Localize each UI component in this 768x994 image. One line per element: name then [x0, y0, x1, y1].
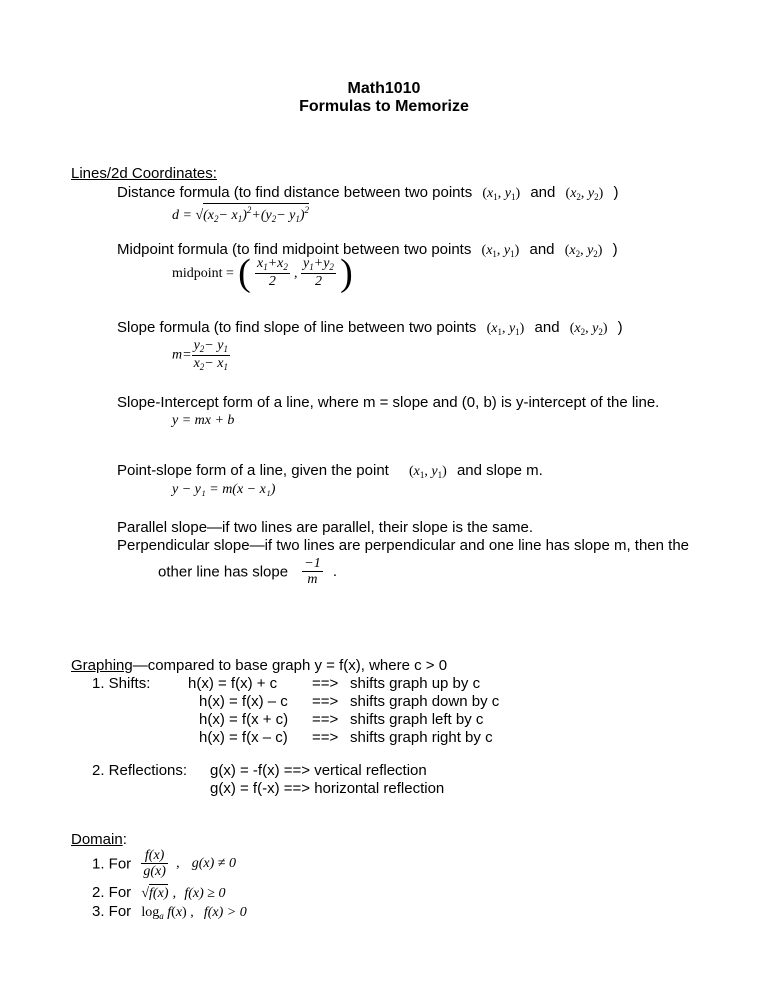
shift-arrow: ==>: [312, 675, 339, 692]
domain-heading: Domain:: [71, 831, 127, 848]
shift-arrow: ==>: [312, 711, 339, 728]
distance-formula: $d = √(x_2- x_1)^2+(y_2- y_1)^2$: [172, 205, 310, 224]
shift-eq: h(x) = f(x) + c: [188, 675, 278, 692]
shift-desc: shifts graph right by c: [350, 729, 493, 746]
shift-arrow: ==>: [312, 729, 339, 746]
shift-eq: h(x) = f(x + c): [199, 711, 289, 728]
midpoint-formula: midpoint = ( $\frac{x_1+x_2}{2}$ , $\frac{y_1+y_2}{2}$ ): [172, 252, 353, 294]
shift-arrow: ==>: [312, 693, 339, 710]
shift-desc: shifts graph down by c: [350, 693, 500, 710]
shifts-label: 1. Shifts:: [92, 675, 151, 692]
parallel-text: Parallel slope—if two lines are parallel, their slope is the same.: [117, 519, 534, 536]
point-slope-formula: y − y₁ = m(x − x₁): [172, 482, 276, 497]
reflection-item: g(x) = f(-x) ==> horizontal reflection: [210, 780, 445, 797]
slope-intercept-label: Slope-Intercept form of a line, where m = slope and (0, b) is y-intercept of the line.: [117, 394, 660, 411]
domain-item-2: 2. For √f(x) , f(x) ≥ 0: [92, 884, 226, 901]
perpendicular-text-2: other line has slope $\frac{-1}{m}$ .: [158, 556, 338, 588]
domain-item-1: 1. For $\frac{f(x)}{g(x)}$ , g(x) ≠ 0: [92, 848, 236, 880]
perpendicular-text: Perpendicular slope—if two lines are perpendicular and one line has slope m, then the: [117, 537, 690, 554]
shift-desc: shifts graph up by c: [350, 675, 481, 692]
domain-item-3: 3. For $\log_a f(x)$ , f(x) > 0: [92, 903, 247, 921]
distance-label: Distance formula (to find distance between two points ($x_1$, $y_1$) and ($x_2$, $y_2$) ): [117, 184, 619, 202]
shift-desc: shifts graph left by c: [350, 711, 484, 728]
reflections-label: 2. Reflections:: [92, 762, 188, 779]
slope-intercept-formula: y = mx + b: [172, 413, 235, 428]
lines-heading: Lines/2d Coordinates:: [71, 165, 217, 182]
slope-formula: m= $\frac{y_2- y_1}{x_2- x_1}$: [172, 338, 228, 372]
slope-label: Slope formula (to find slope of line between two points ($x_1$, $y_1$) and ($x_2$, $y_2$) ): [117, 319, 623, 337]
point-slope-label: Point-slope form of a line, given the point ($x_1$, $y_1$) and slope m.: [117, 462, 543, 480]
page-title: Math1010: [347, 80, 421, 97]
page-subtitle: Formulas to Memorize: [299, 98, 469, 115]
shift-eq: h(x) = f(x) – c: [199, 693, 288, 710]
shift-eq: h(x) = f(x – c): [199, 729, 288, 746]
reflection-item: g(x) = -f(x) ==> vertical reflection: [210, 762, 427, 779]
graphing-heading: Graphing—compared to base graph y = f(x), where c > 0: [71, 657, 448, 674]
midpoint-label: Midpoint formula (to find midpoint between two points ($x_1$, $y_1$) and ($x_2$, $y_2$) ): [117, 241, 618, 259]
